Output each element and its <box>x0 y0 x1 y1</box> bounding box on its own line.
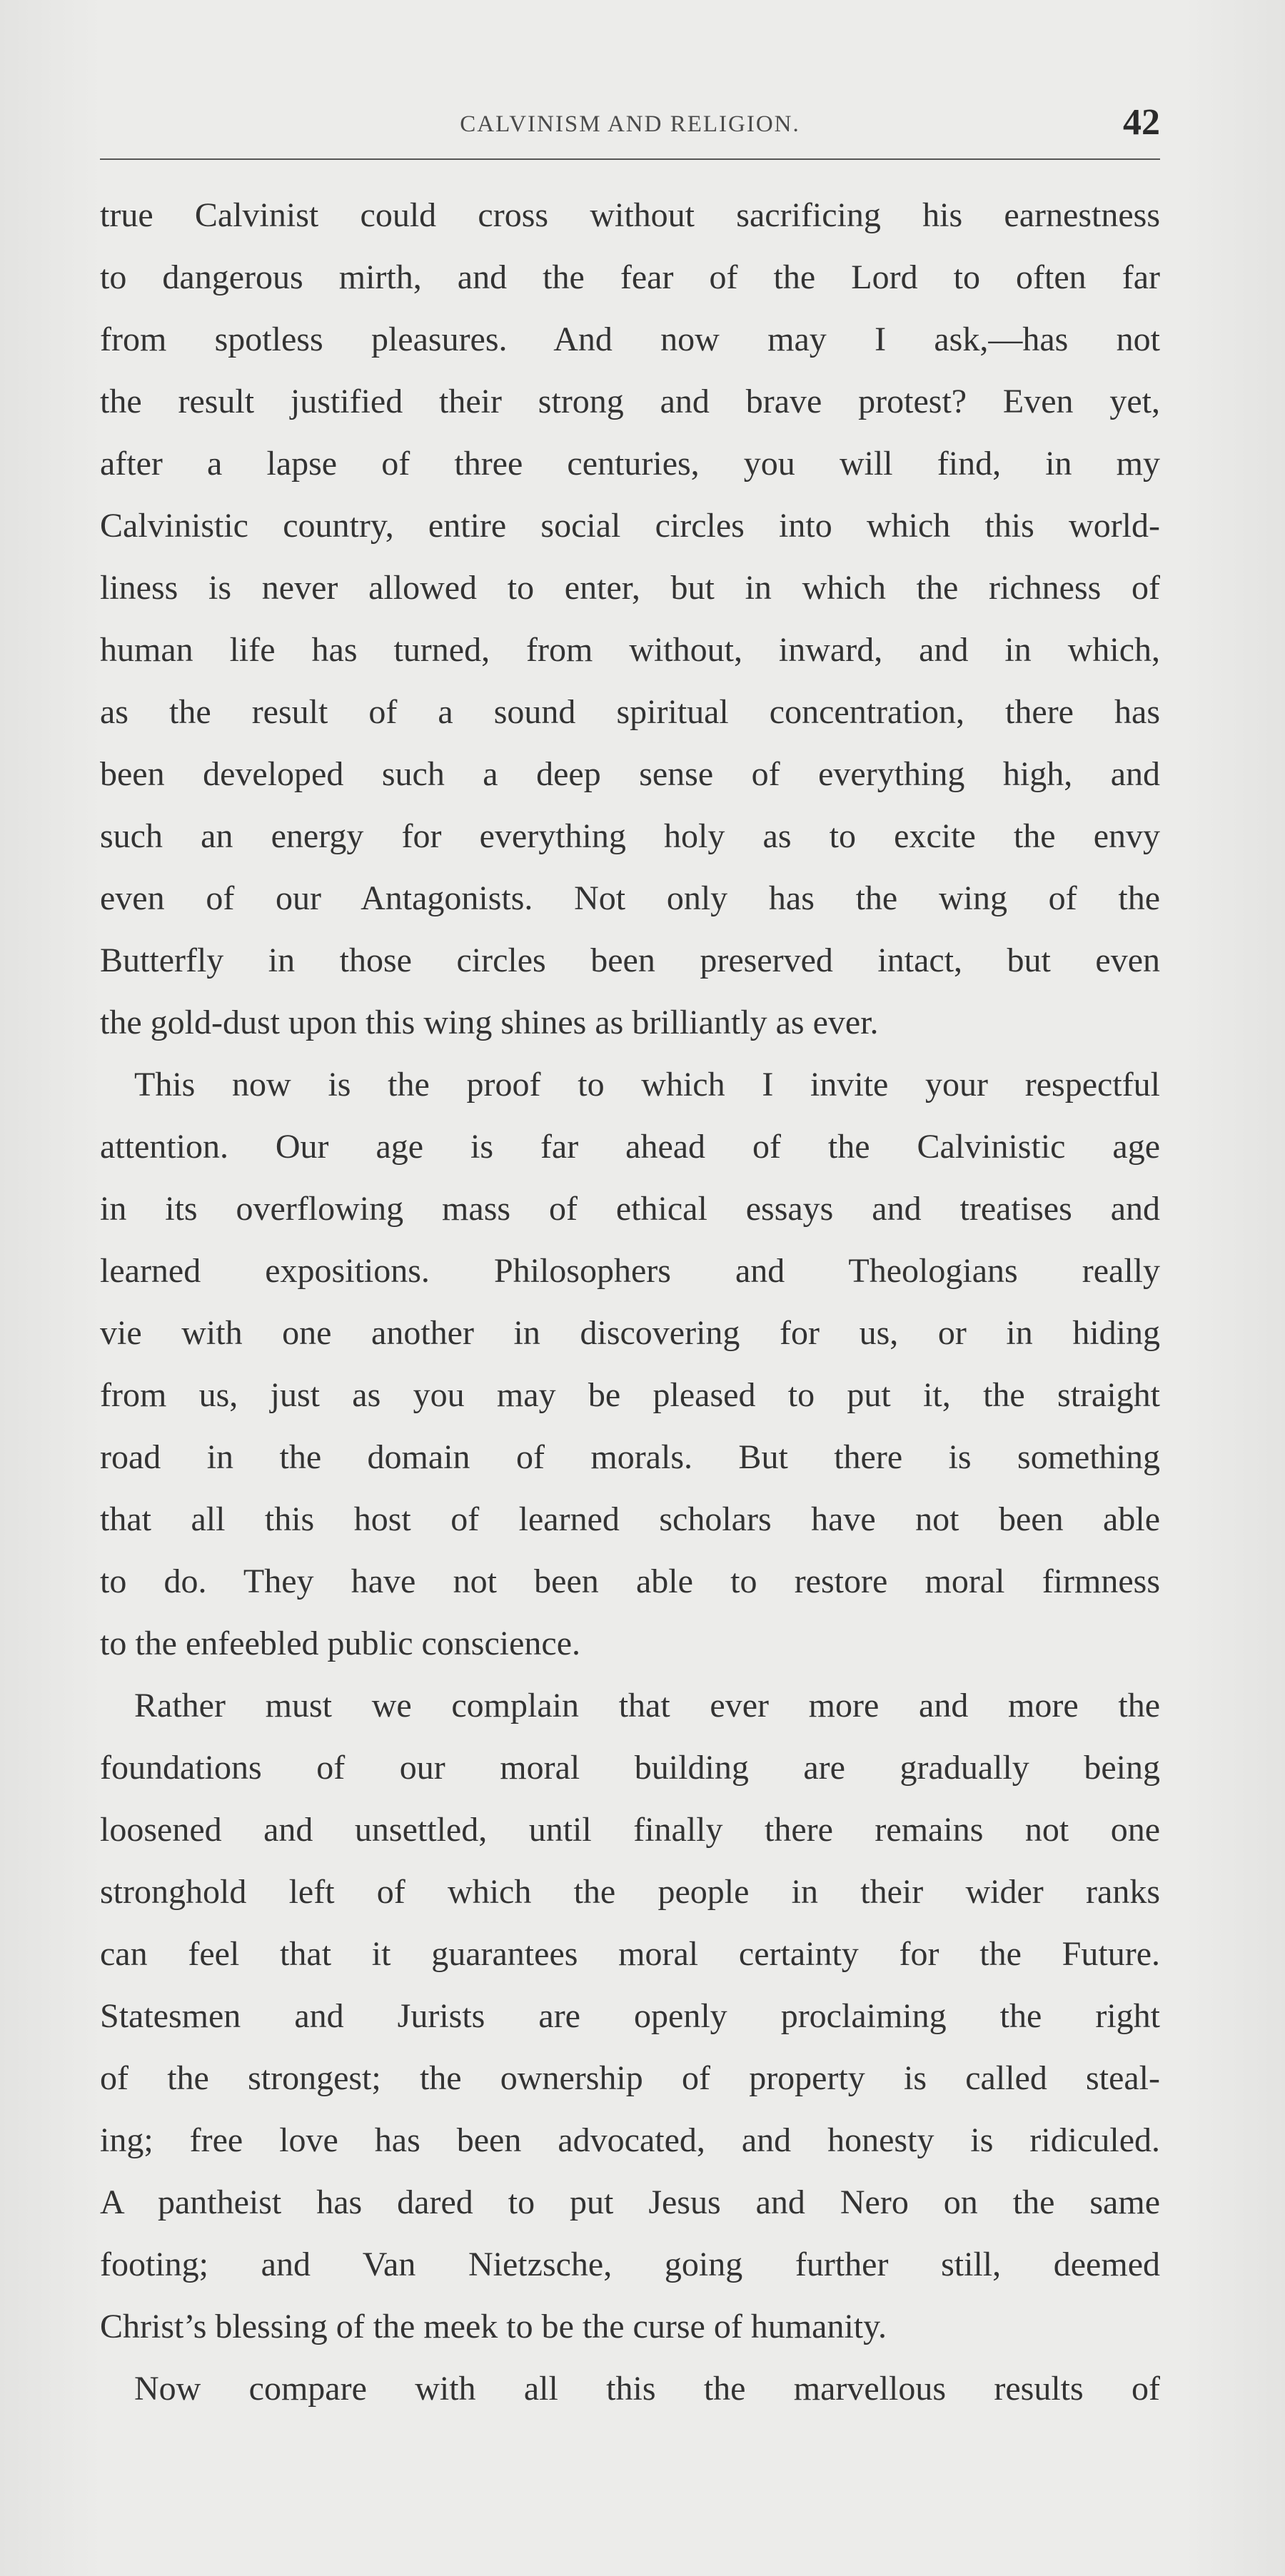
text-line: from us, just as you may be pleased to put it, the straight <box>100 1376 1160 1414</box>
text-line: Butterfly in those circles been preserved intact, but even <box>100 941 1160 979</box>
header-rule <box>100 158 1160 160</box>
text-line: the result justified their strong and brave protest? Even yet, <box>100 383 1160 420</box>
text-line: Now compare with all this the marvellous results of <box>134 2370 1160 2408</box>
text-line: foundations of our moral building are gradually being <box>100 1749 1160 1787</box>
text-line: loosened and unsettled, until finally there remains not one <box>100 1811 1160 1849</box>
text-line: even of our Antagonists. Not only has the wing of the <box>100 879 1160 917</box>
text-line: true Calvinist could cross without sacrificing his earnestness <box>100 196 1160 234</box>
text-line: stronghold left of which the people in their wider ranks <box>100 1873 1160 1911</box>
paragraph <box>100 1675 1160 2358</box>
text-line: such an energy for everything holy as to excite the envy <box>100 817 1160 855</box>
text-line: of the strongest; the ownership of property is called steal- <box>100 2059 1160 2097</box>
text-line: vie with one another in discovering for us, or in hiding <box>100 1314 1160 1352</box>
text-line: that all this host of learned scholars have not been able <box>100 1500 1160 1538</box>
text-line: to the enfeebled public conscience. <box>100 1625 581 1662</box>
text-line: the gold-dust upon this wing shines as brilliantly as ever. <box>100 1004 879 1041</box>
text-line: in its overflowing mass of ethical essays and treatises and <box>100 1190 1160 1228</box>
text-line: A pantheist has dared to put Jesus and Nero on the same <box>100 2183 1160 2221</box>
text-line: attention. Our age is far ahead of the Calvinistic age <box>100 1128 1160 1166</box>
text-line: learned expositions. Philosophers and Theologians really <box>100 1252 1160 1290</box>
running-title: CALVINISM AND RELIGION. <box>460 111 800 137</box>
text-line: from spotless pleasures. And now may I ask,—has not <box>100 320 1160 358</box>
text-line: ing; free love has been advocated, and honesty is ridiculed. <box>100 2121 1160 2159</box>
text-line: footing; and Van Nietzsche, going further still, deemed <box>100 2246 1160 2283</box>
paragraph <box>100 1054 1160 1675</box>
text-line: road in the domain of morals. But there is something <box>100 1438 1160 1476</box>
text-line: liness is never allowed to enter, but in which the richness of <box>100 569 1160 607</box>
text-line: can feel that it guarantees moral certainty for the Future. <box>100 1935 1160 1973</box>
text-line: human life has turned, from without, inward, and in which, <box>100 631 1160 669</box>
text-line: Statesmen and Jurists are openly proclaiming the right <box>100 1997 1160 2035</box>
text-line: Christ’s blessing of the meek to be the curse of humanity. <box>100 2308 887 2345</box>
text-line: to do. They have not been able to restore moral firmness <box>100 1562 1160 1600</box>
paragraph <box>100 184 1160 1054</box>
text-line: after a lapse of three centuries, you will find, in my <box>100 445 1160 483</box>
body-text <box>100 184 1160 2420</box>
text-line: Rather must we complain that ever more and more the <box>134 1687 1160 1724</box>
text-line: Calvinistic country, entire social circles into which this world- <box>100 507 1160 545</box>
text-line: been developed such a deep sense of everything high, and <box>100 755 1160 793</box>
running-head <box>100 102 1160 163</box>
text-line: This now is the proof to which I invite your respectful <box>134 1066 1160 1103</box>
page-number: 42 <box>1123 102 1160 143</box>
paragraph <box>100 2358 1160 2420</box>
text-line: as the result of a sound spiritual concentration, there has <box>100 693 1160 731</box>
text-line: to dangerous mirth, and the fear of the Lord to often far <box>100 258 1160 296</box>
